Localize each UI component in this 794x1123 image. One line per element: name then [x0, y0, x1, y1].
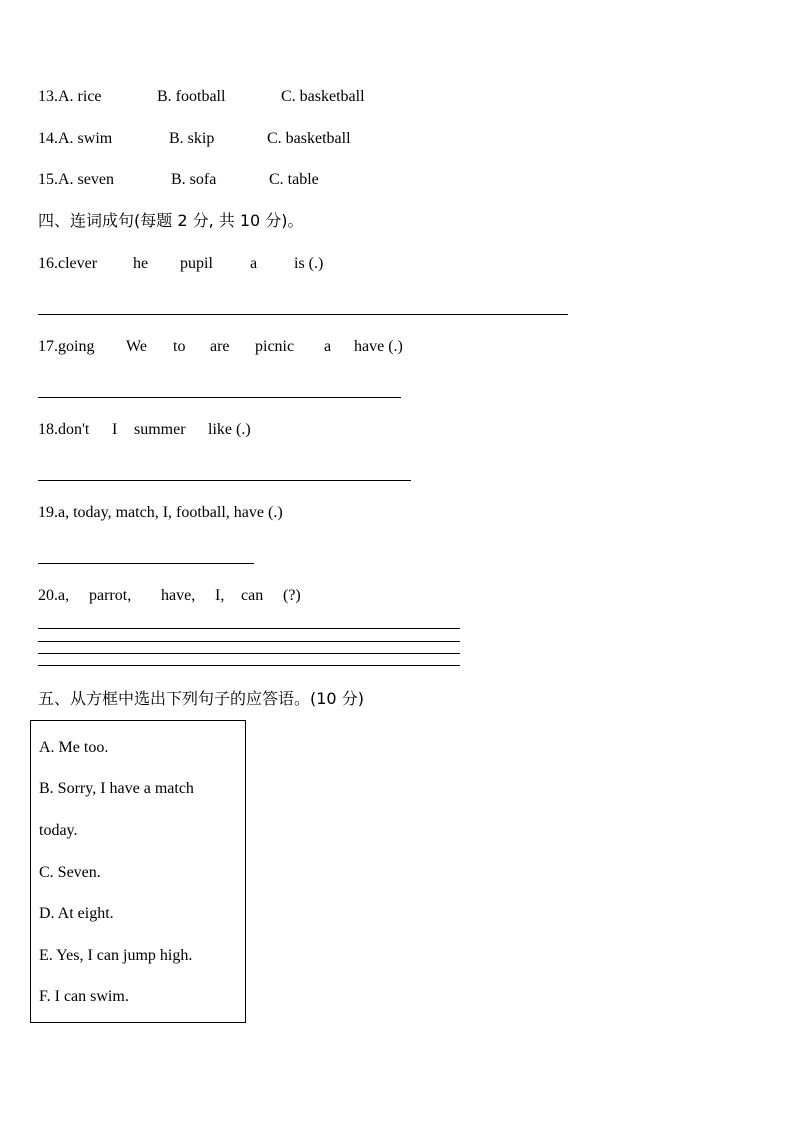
section-4-heading: 四、连词成句(每题 2 分, 共 10 分)。	[38, 211, 304, 230]
answer-line	[38, 653, 460, 654]
option-a: A. swim	[58, 130, 113, 147]
word: don't	[58, 421, 90, 438]
word: picnic	[255, 338, 295, 355]
word: clever	[58, 255, 98, 272]
option-a: A. seven	[58, 171, 114, 188]
question-number: 13.	[38, 88, 58, 105]
word: is (.)	[294, 255, 324, 272]
option-c: C. table	[269, 171, 319, 188]
word: We	[126, 338, 147, 355]
question-19	[38, 503, 283, 523]
answer-line	[38, 563, 254, 564]
question-number: 19.	[38, 504, 58, 521]
word: to	[173, 338, 186, 355]
box-option-b-continued: today.	[39, 822, 78, 839]
answer-options-box	[30, 720, 246, 1023]
question-number: 15.	[38, 171, 58, 188]
word: pupil	[180, 255, 213, 272]
box-option-f: F. I can swim.	[39, 988, 129, 1005]
option-b: B. sofa	[171, 171, 217, 188]
option-b: B. football	[157, 88, 226, 105]
word: can	[241, 587, 264, 604]
word: a,	[58, 587, 70, 604]
question-number: 20.	[38, 587, 58, 604]
question-number: 14.	[38, 130, 58, 147]
question-number: 16.	[38, 255, 58, 272]
box-option-e: E. Yes, I can jump high.	[39, 947, 193, 964]
question-number: 17.	[38, 338, 58, 355]
box-option-d: D. At eight.	[39, 905, 114, 922]
box-option-b: B. Sorry, I have a match	[39, 780, 194, 797]
word: going	[58, 338, 95, 355]
option-c: C. basketball	[281, 88, 365, 105]
question-14	[38, 129, 351, 149]
word: parrot,	[89, 587, 132, 604]
scrambled-words: a, today, match, I, football, have (.)	[58, 504, 283, 521]
word: I,	[215, 587, 225, 604]
option-c: C. basketball	[267, 130, 351, 147]
word: (?)	[283, 587, 301, 604]
question-15	[38, 170, 319, 190]
question-number: 18.	[38, 421, 58, 438]
answer-line	[38, 628, 460, 629]
word: are	[210, 338, 230, 355]
question-13	[38, 87, 365, 107]
word: like (.)	[208, 421, 251, 438]
box-option-c: C. Seven.	[39, 864, 101, 881]
answer-line	[38, 397, 401, 398]
word: summer	[134, 421, 186, 438]
option-b: B. skip	[169, 130, 215, 147]
question-16	[38, 254, 324, 274]
answer-line	[38, 641, 460, 642]
word: a	[324, 338, 332, 355]
word: have (.)	[354, 338, 403, 355]
answer-line	[38, 480, 411, 481]
box-option-a: A. Me too.	[39, 739, 109, 756]
answer-line	[38, 314, 568, 315]
section-5-heading: 五、从方框中选出下列句子的应答语。(10 分)	[38, 689, 364, 708]
word: I	[112, 421, 118, 438]
word: a	[250, 255, 258, 272]
answer-line	[38, 665, 460, 666]
word: he	[133, 255, 149, 272]
question-20	[38, 586, 301, 606]
question-18	[38, 420, 251, 440]
question-17	[38, 337, 403, 357]
option-a: A. rice	[58, 88, 102, 105]
word: have,	[161, 587, 196, 604]
